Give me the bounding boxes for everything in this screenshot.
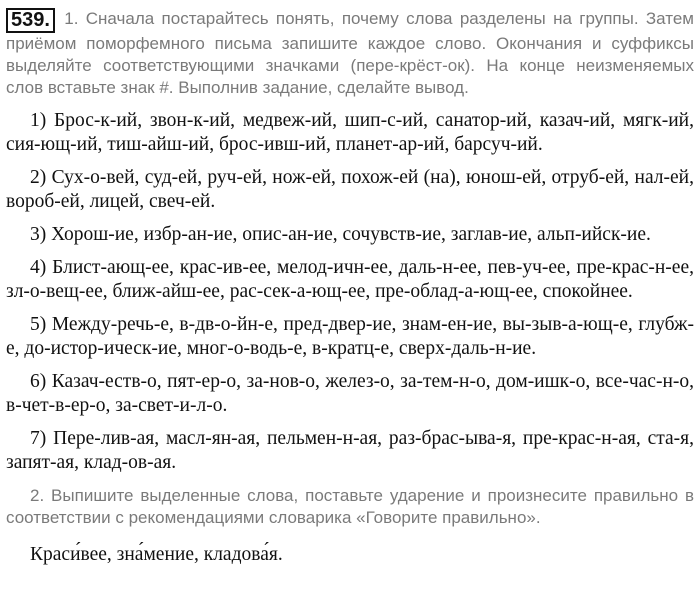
word-group-4: 4) Блист-ающ-ее, крас-ив-ее, мелод-ичн-ее, даль-н-ее, пев-уч-ее, пре-крас-н-ее, зл-о-вещ-ее, ближ-айш-ее, рас-сек-а-ющ-ее, пре-облад-а-ющ-ее, спокойнее. bbox=[6, 257, 694, 302]
word-group-2: 2) Сух-о-вей, суд-ей, руч-ей, нож-ей, похож-ей (на), юнош-ей, отруб-ей, нал-ей, вороб-ей, лицей, свеч-ей. bbox=[6, 167, 694, 212]
task-instructions bbox=[6, 8, 694, 99]
answer-text: Краси́вее, зна́мение, кладова́я. bbox=[30, 544, 283, 565]
word-group-5: 5) Между-речь-е, в-дв-о-йн-е, пред-двер-ие, знам-ен-ие, вы-зыв-а-ющ-е, глубж-е, до-истор-ическ-ие, мног-о-водь-е, в-кратц-е, сверх-даль-н-ие. bbox=[6, 314, 694, 359]
task-intro-text: 1. Сначала постарайтесь понять, почему слова разделены на группы. Затем приёмом поморфемного письма запишите каждое слово. Окончания и суффиксы выделяйте соответствующими значками (пере-крёст-ок). На конце неизменяемых слов вставьте знак #. Выполнив задание, сделайте вывод. bbox=[6, 9, 694, 97]
word-group-7: 7) Пере-лив-ая, масл-ян-ая, пельмен-н-ая, раз-брас-ыва-я, пре-крас-н-ая, ста-я, запят-ая, клад-ов-ая. bbox=[6, 428, 694, 473]
word-group-6: 6) Казач-еств-о, пят-ер-о, за-нов-о, желез-о, за-тем-н-о, дом-ишк-о, все-час-н-о, в-чет-в-ер-о, за-свет-и-л-о. bbox=[6, 371, 694, 416]
exercise-number: 539. bbox=[6, 8, 55, 33]
word-group-1: 1) Брос-к-ий, звон-к-ий, медвеж-ий, шип-с-ий, санатор-ий, казач-ий, мягк-ий, сия-ющ-ий, тиш-айш-ий, брос-ивш-ий, планет-ар-ий, барсуч-ий. bbox=[6, 110, 694, 155]
word-group-3: 3) Хорош-ие, избр-ан-ие, опис-ан-ие, сочувств-ие, заглав-ие, альп-ийск-ие. bbox=[30, 224, 651, 245]
exercise-page bbox=[6, 8, 694, 567]
task-2-instructions: 2. Выпишите выделенные слова, поставьте ударение и произнесите правильно в соответствии с рекомендациями словарика «Говорите правильно». bbox=[6, 486, 694, 527]
